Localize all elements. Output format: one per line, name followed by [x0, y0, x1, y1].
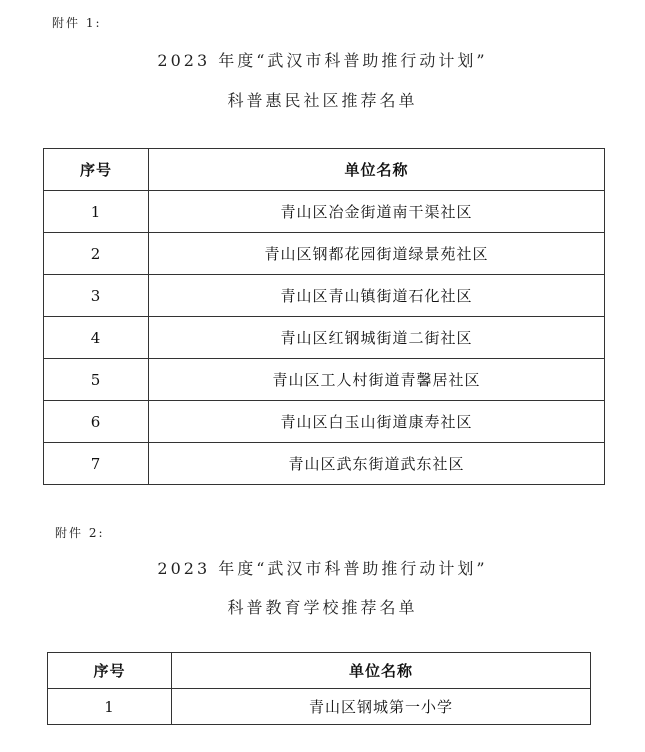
header-no: 序号 — [48, 653, 172, 689]
attachment2-subtitle: 科普教育学校推荐名单 — [227, 598, 418, 617]
attachment2-label: 附件 2: — [55, 526, 105, 540]
row-name: 青山区白玉山街道康寿社区 — [149, 401, 605, 443]
table-row — [44, 443, 605, 485]
header-name: 单位名称 — [172, 653, 591, 689]
table-row — [44, 401, 605, 443]
table-row — [44, 191, 605, 233]
header-no: 序号 — [44, 149, 149, 191]
header-name: 单位名称 — [149, 149, 605, 191]
attachment1-subtitle: 科普惠民社区推荐名单 — [227, 91, 418, 110]
row-no: 4 — [44, 317, 149, 359]
row-no: 1 — [48, 689, 172, 725]
table-row — [44, 317, 605, 359]
row-no: 1 — [44, 191, 149, 233]
row-no: 3 — [44, 275, 149, 317]
table-row — [48, 689, 591, 725]
attachment2-title: 2023 年度“武汉市科普助推行动计划” — [157, 559, 488, 578]
row-name: 青山区武东街道武东社区 — [149, 443, 605, 485]
row-name: 青山区钢城第一小学 — [172, 689, 591, 725]
table-header-row — [48, 653, 591, 689]
attachment1-table — [43, 148, 605, 485]
row-name: 青山区冶金街道南干渠社区 — [149, 191, 605, 233]
row-no: 7 — [44, 443, 149, 485]
table-row — [44, 275, 605, 317]
row-no: 6 — [44, 401, 149, 443]
row-name: 青山区青山镇街道石化社区 — [149, 275, 605, 317]
table-row — [44, 233, 605, 275]
attachment1-title: 2023 年度“武汉市科普助推行动计划” — [157, 51, 488, 70]
table-row — [44, 359, 605, 401]
table-header-row — [44, 149, 605, 191]
row-name: 青山区红钢城街道二街社区 — [149, 317, 605, 359]
row-no: 2 — [44, 233, 149, 275]
row-name: 青山区工人村街道青馨居社区 — [149, 359, 605, 401]
attachment1-label: 附件 1: — [52, 16, 102, 30]
row-no: 5 — [44, 359, 149, 401]
row-name: 青山区钢都花园街道绿景苑社区 — [149, 233, 605, 275]
attachment2-table — [47, 652, 591, 725]
